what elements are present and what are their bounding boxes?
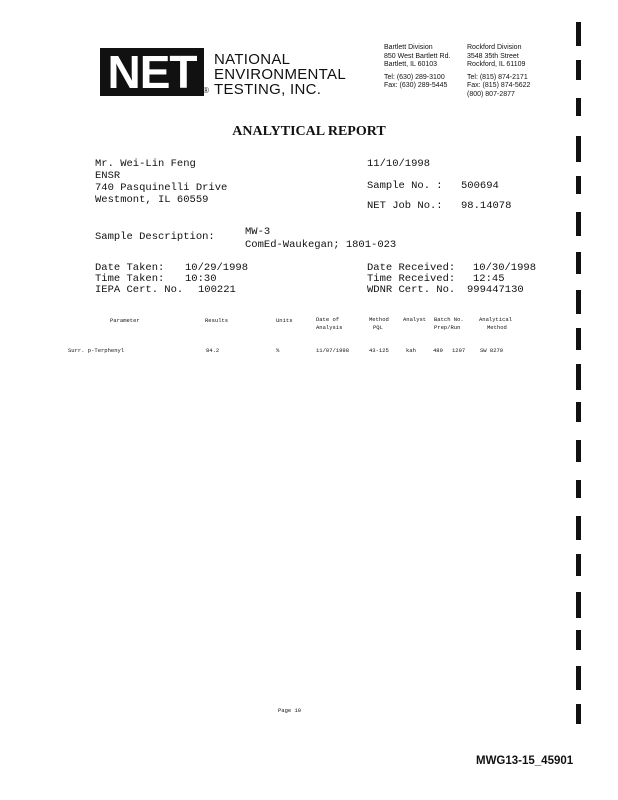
- bartlett-street: 850 West Bartlett Rd.: [384, 52, 451, 60]
- sample-description-label: Sample Description:: [95, 231, 215, 243]
- document-id: MWG13-15_45901: [476, 755, 574, 767]
- table-row-analyst: kah: [406, 347, 416, 354]
- sample-description-line2: ComEd-Waukegan; 1801-023: [245, 239, 397, 251]
- edge-mark: [576, 630, 581, 650]
- rockford-division-block: [467, 44, 530, 99]
- header-pql: PQL: [373, 324, 383, 331]
- wdnr-cert-value: 999447130: [467, 284, 524, 296]
- header-analysis: Analysis: [316, 324, 343, 331]
- bartlett-city: Bartlett, IL 60103: [384, 61, 438, 68]
- edge-mark: [576, 22, 581, 46]
- bartlett-fax: Fax: (630) 289-5445: [384, 82, 448, 89]
- date-taken-value: 10/29/1998: [185, 262, 249, 274]
- job-no-value: 98.14078: [461, 200, 512, 212]
- rockford-tel: Tel: (815) 874-2171: [467, 73, 528, 81]
- report-title: ANALYTICAL REPORT: [232, 124, 386, 139]
- edge-mark: [576, 60, 581, 80]
- edge-mark: [576, 328, 581, 350]
- recipient-org: ENSR: [95, 170, 121, 182]
- wdnr-cert-label: WDNR Cert. No.: [367, 284, 456, 296]
- time-taken-value: 10:30: [185, 273, 217, 285]
- edge-mark: [576, 440, 581, 462]
- header-prep-run: Prep/Run: [434, 324, 461, 331]
- recipient-city: Westmont, IL 60559: [95, 194, 209, 206]
- edge-mark: [576, 212, 581, 236]
- iepa-cert-label: IEPA Cert. No.: [95, 284, 184, 296]
- header-analytical-method: Method: [487, 324, 507, 331]
- registered-mark: ®: [203, 86, 209, 95]
- rockford-city: Rockford, IL 61109: [467, 61, 526, 68]
- date-received-label: Date Received:: [367, 262, 456, 274]
- header-batch-no: Batch No.: [434, 316, 464, 323]
- edge-mark: [576, 136, 581, 162]
- table-row-units: %: [276, 347, 280, 354]
- recipient-name: Mr. Wei-Lin Feng: [95, 158, 196, 170]
- bartlett-division-block: [384, 44, 450, 91]
- sample-no-value: 500694: [461, 180, 499, 192]
- table-row-run: 1207: [452, 347, 466, 354]
- bartlett-tel: Tel: (630) 289-3100: [384, 73, 445, 81]
- edge-mark: [576, 704, 581, 724]
- sample-description-line1: MW-3: [245, 226, 271, 238]
- edge-mark: [576, 554, 581, 576]
- table-row-method: SW 8270: [480, 347, 504, 354]
- company-name-line1: NATIONAL: [214, 51, 291, 68]
- net-logo: NET: [100, 48, 204, 96]
- date-taken-label: Date Taken:: [95, 262, 165, 274]
- time-received-value: 12:45: [473, 273, 505, 285]
- recipient-address: [95, 158, 227, 206]
- rockford-phone: (800) 807-2877: [467, 90, 515, 98]
- rockford-fax: Fax: (815) 874-5622: [467, 82, 531, 89]
- edge-mark: [576, 592, 581, 618]
- edge-mark: [576, 364, 581, 390]
- job-no-label: NET Job No.:: [367, 200, 443, 212]
- edge-mark: [576, 402, 581, 422]
- bartlett-name: Bartlett Division: [384, 44, 433, 51]
- header-parameter: Parameter: [110, 317, 140, 324]
- header-analytical: Analytical: [479, 316, 513, 323]
- table-row-results: 84.2: [206, 347, 220, 354]
- edge-mark: [576, 98, 581, 116]
- company-name-line3: TESTING, INC.: [214, 81, 322, 98]
- time-received-label: Time Received:: [367, 273, 456, 285]
- edge-mark: [576, 516, 581, 540]
- recipient-street: 740 Pasquinelli Drive: [95, 182, 228, 194]
- sample-no-label: Sample No. :: [367, 180, 443, 192]
- rockford-name: Rockford Division: [467, 44, 522, 51]
- header-results: Results: [205, 317, 229, 324]
- edge-mark: [576, 252, 581, 274]
- table-row-parameter: Surr. p-Terphenyl: [68, 347, 125, 354]
- edge-mark: [576, 176, 581, 194]
- page-number: Page 10: [278, 707, 302, 714]
- header-analyst: Analyst: [403, 316, 427, 323]
- header-date-of: Date of: [316, 316, 340, 323]
- iepa-cert-value: 100221: [198, 284, 236, 296]
- company-name-line2: ENVIRONMENTAL: [214, 66, 346, 83]
- edge-mark: [576, 666, 581, 690]
- time-taken-label: Time Taken:: [95, 273, 165, 285]
- rockford-street: 3548 35th Street: [467, 52, 519, 60]
- report-date: 11/10/1998: [367, 158, 431, 170]
- header-method: Method: [369, 316, 389, 323]
- table-row-prep: 489: [433, 347, 443, 354]
- edge-mark: [576, 480, 581, 498]
- date-received-value: 10/30/1998: [473, 262, 537, 274]
- table-row-pql: 43-125: [369, 347, 389, 354]
- header-units: Units: [276, 317, 293, 324]
- edge-mark: [576, 290, 581, 314]
- table-row-date: 11/07/1998: [316, 347, 350, 354]
